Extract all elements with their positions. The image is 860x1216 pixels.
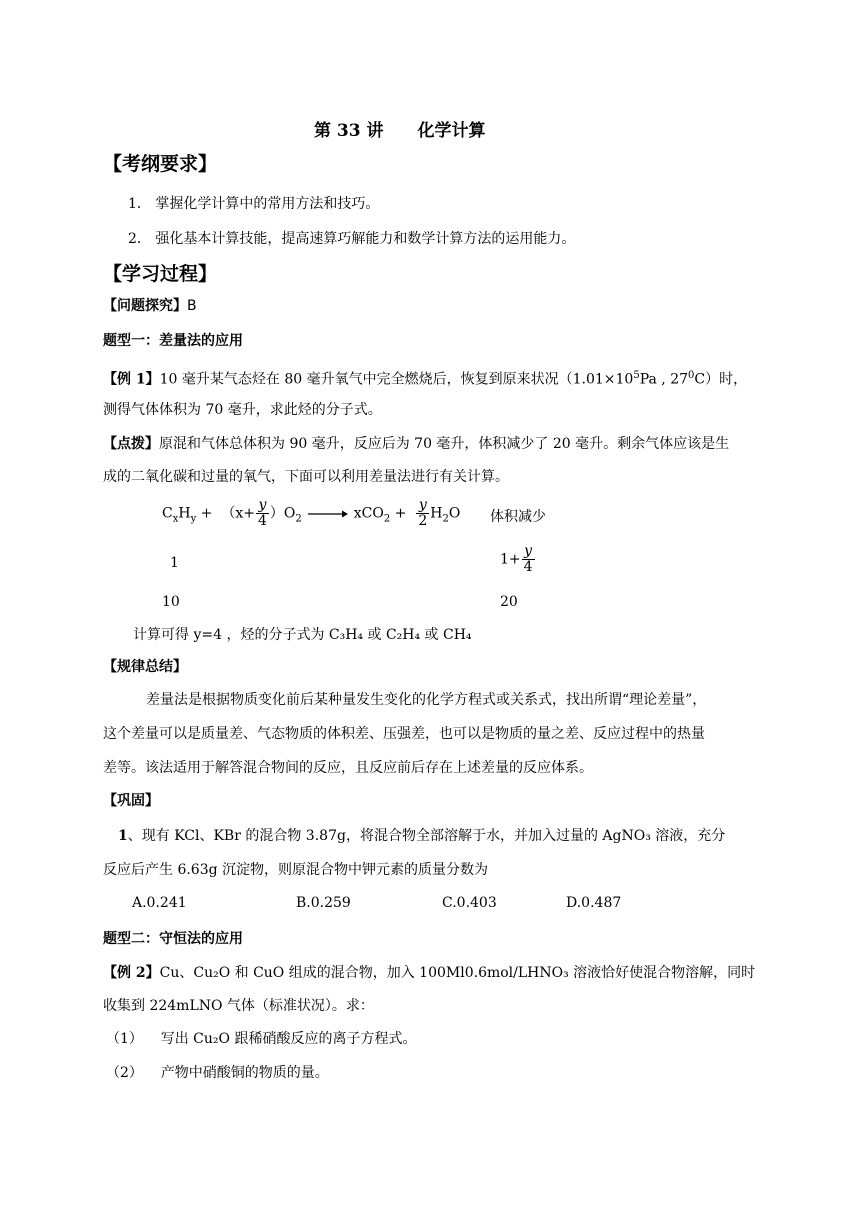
eq-frac1-den: 4 — [257, 513, 267, 529]
eq-frac-y-over-4-row2 — [522, 544, 535, 575]
example2-line2: 收集到 224mLNO 气体（标准状况）。求： — [103, 998, 374, 1014]
eq-row2-left: 1 — [170, 555, 179, 571]
eq-paren-close: ）O — [269, 505, 296, 522]
eq-frac2-den: 2 — [418, 513, 428, 529]
eq-h2o-sub: 2 — [442, 513, 449, 525]
problem-explore — [103, 296, 197, 316]
eq-row2-right — [500, 544, 536, 575]
choice-b: B.0.259 — [296, 895, 351, 911]
eq-plus2: + — [390, 505, 411, 522]
example1-text-b: Pa , 27 — [639, 371, 689, 388]
problem-explore-label: 【问题探究】 — [103, 298, 187, 314]
hint-label: 【点拨】 — [103, 436, 159, 452]
consolidate-q1-line1 — [118, 826, 725, 846]
example1-sup: 5 — [633, 370, 640, 381]
eq-frac3-den: 4 — [523, 559, 533, 575]
hint-line1 — [103, 434, 729, 454]
example2-q1 — [106, 1029, 416, 1049]
section-heading-process: 【学习过程】 — [103, 263, 218, 285]
reaction-arrow-icon — [308, 509, 348, 519]
consolidate-q1-num: 1 — [118, 828, 128, 844]
section-heading-requirements: 【考纲要求】 — [103, 153, 218, 175]
eq-conclusion: 计算可得 y=4 ，烃的分子式为 C₃H₄ 或 C₂H₄ 或 CH₄ — [133, 627, 472, 643]
example1-text-c: C）时， — [694, 371, 748, 388]
example1-label: 【例 1】 — [103, 371, 160, 388]
summary-line3: 差等。该法适用于解答混合物间的反应，且反应前后存在上述差量的反应体系。 — [103, 760, 593, 776]
summary-line1: 差量法是根据物质变化前后某种量发生变化的化学方程式或关系式，找出所谓“理论差量”， — [146, 692, 707, 708]
summary-label: 【规律总结】 — [103, 659, 187, 675]
eq-plus1: + — [196, 505, 217, 522]
example1-line2: 测得气体体积为 70 毫升，求此烃的分子式。 — [103, 402, 382, 418]
type2-heading: 题型二：守恒法的应用 — [103, 931, 243, 947]
eq-paren-open: （x+ — [221, 505, 255, 522]
choice-c: C.0.403 — [442, 895, 497, 911]
eq-frac2-num: y — [418, 497, 427, 513]
example2-q2-text: 产物中硝酸铜的物质的量。 — [160, 1065, 329, 1081]
example2-q1-text: 写出 Cu₂O 跟稀硝酸反应的离子方程式。 — [160, 1031, 417, 1047]
example1-text-a: 10 毫升某气态烃在 80 毫升氧气中完全燃烧后，恢复到原来状况（1.01×10 — [159, 371, 634, 388]
requirement-item-2: 2． 强化基本计算技能，提高速算巧解能力和数学计算方法的运用能力。 — [128, 231, 576, 247]
choice-d: D.0.487 — [566, 895, 622, 911]
eq-y-sub: y — [190, 513, 197, 525]
eq-frac-y-over-2 — [416, 498, 429, 529]
eq-c: C — [162, 505, 173, 522]
eq-co2: xCO — [353, 505, 384, 522]
consolidate-label: 【巩固】 — [103, 793, 159, 809]
eq-h2o-h: H — [430, 505, 443, 522]
example2-q2-num: （2） — [106, 1065, 143, 1081]
consolidate-q1-text: 、现有 KCl、KBr 的混合物 3.87g，将混合物全部溶解于水，并加入过量的 AgNO₃ 溶液，充分 — [127, 828, 726, 844]
eq-x-sub: x — [172, 513, 179, 525]
eq-frac1-num: y — [258, 497, 267, 513]
hint-text-1: 原混和气体总体积为 90 毫升，反应后为 70 毫升，体积减少了 20 毫升。剩余气体应该是生 — [159, 436, 730, 452]
example2-q2 — [106, 1063, 329, 1083]
eq-frac-y-over-4 — [256, 498, 269, 529]
summary-line2: 这个差量可以是质量差、气态物质的体积差、压强差，也可以是物质的量之差、反应过程中的热量 — [103, 726, 705, 742]
example2-label: 【例 2】 — [103, 965, 160, 981]
consolidate-q1-line2: 反应后产生 6.63g 沉淀物，则原混合物中钾元素的质量分数为 — [103, 862, 489, 878]
eq-h: H — [178, 505, 191, 522]
hint-line2: 成的二氧化碳和过量的氧气，下面可以利用差量法进行有关计算。 — [103, 469, 509, 485]
page-title: 第 33 讲 化学计算 — [314, 121, 486, 141]
example1-sup2: 0 — [688, 370, 695, 381]
equation-row1 — [162, 498, 460, 529]
eq-volume-reduction: 体积减少 — [490, 509, 546, 525]
example2-q1-num: （1） — [106, 1031, 143, 1047]
example2-line1 — [103, 963, 755, 983]
problem-explore-value: B — [187, 298, 197, 314]
eq-co2-sub: 2 — [383, 513, 391, 525]
eq-h2o-o: O — [448, 505, 461, 522]
eq-row3-left: 10 — [162, 594, 180, 610]
eq-row2-prefix: 1+ — [500, 551, 521, 568]
type1-heading: 题型一：差量法的应用 — [103, 333, 243, 349]
eq-row3-right: 20 — [500, 594, 518, 610]
eq-frac3-num: y — [524, 543, 533, 559]
eq-o2-sub: 2 — [295, 513, 302, 525]
example1-line1 — [103, 366, 747, 390]
requirement-item-1: 1． 掌握化学计算中的常用方法和技巧。 — [128, 196, 380, 212]
choice-a: A.0.241 — [132, 895, 187, 911]
example2-text-1: Cu、Cu₂O 和 CuO 组成的混合物，加入 100Ml0.6mol/LHNO₃ 溶液恰好使混合物溶解，同时 — [159, 965, 756, 981]
